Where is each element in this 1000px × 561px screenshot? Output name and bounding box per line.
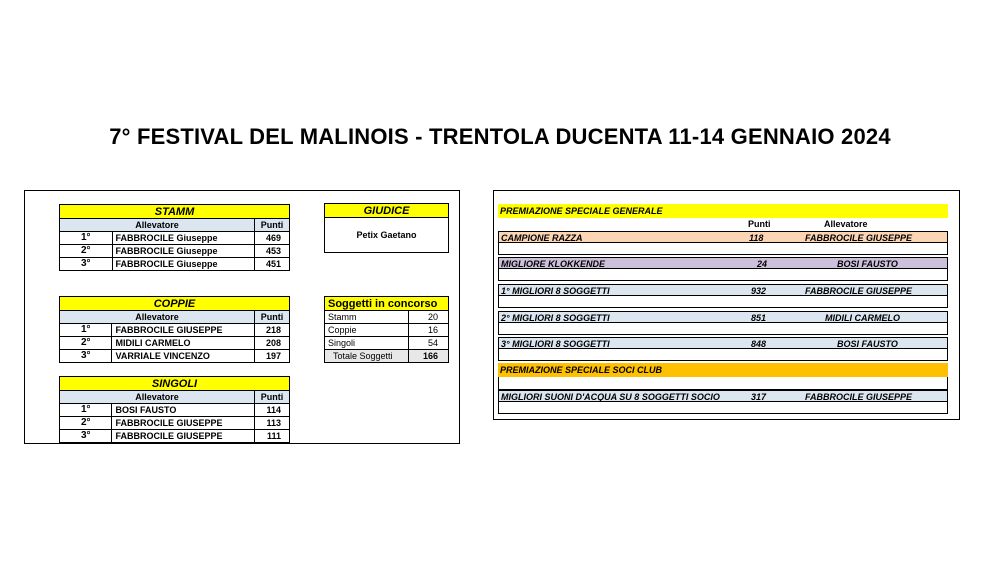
award-winner: FABBROCILE GIUSEPPE bbox=[805, 286, 913, 296]
table-row bbox=[60, 430, 290, 443]
generale-header bbox=[498, 204, 948, 218]
points: 111 bbox=[255, 430, 290, 443]
table-row bbox=[325, 337, 449, 350]
spacer-row bbox=[498, 323, 948, 335]
spacer-row bbox=[498, 349, 948, 361]
spacer-row bbox=[498, 377, 948, 390]
category-count: 54 bbox=[409, 337, 449, 350]
category-label: Stamm bbox=[325, 311, 409, 324]
position: 3° bbox=[60, 258, 113, 271]
award-points: 851 bbox=[751, 313, 767, 323]
position: 1° bbox=[60, 324, 112, 337]
award-winner: MIDILI CARMELO bbox=[825, 313, 900, 323]
breeder-name: FABBROCILE GIUSEPPE bbox=[112, 417, 255, 430]
allevatore-header: Allevatore bbox=[60, 311, 255, 324]
spacer-row bbox=[498, 296, 948, 308]
singoli-table bbox=[59, 376, 290, 443]
category-count: 16 bbox=[409, 324, 449, 337]
points: 469 bbox=[255, 232, 290, 245]
award-winner: FABBROCILE GIUSEPPE bbox=[805, 392, 913, 402]
breeder-name: BOSI FAUSTO bbox=[112, 404, 255, 417]
award-points: 932 bbox=[751, 286, 767, 296]
stamm-table bbox=[59, 204, 290, 271]
total-count: 166 bbox=[409, 350, 449, 363]
points: 218 bbox=[255, 324, 290, 337]
punti-header: Punti bbox=[748, 219, 771, 229]
award-winner: BOSI FAUSTO bbox=[837, 259, 898, 269]
spacer-row bbox=[498, 243, 948, 255]
allevatore-header: Allevatore bbox=[60, 391, 255, 404]
breeder-name: FABBROCILE Giuseppe bbox=[112, 258, 255, 271]
award-label: MIGLIORI SUONI D'ACQUA SU 8 SOGGETTI SOCIO bbox=[501, 392, 720, 402]
generale-title: PREMIAZIONE SPECIALE GENERALE bbox=[500, 206, 663, 216]
table-row bbox=[325, 311, 449, 324]
award-row-migliori-2 bbox=[498, 311, 948, 323]
judge-name: Petix Gaetano bbox=[325, 218, 449, 253]
points: 197 bbox=[255, 350, 290, 363]
punti-header: Punti bbox=[255, 391, 290, 404]
points: 453 bbox=[255, 245, 290, 258]
award-row-klokkende bbox=[498, 257, 948, 269]
spacer-row bbox=[498, 402, 948, 414]
position: 1° bbox=[60, 232, 113, 245]
position: 2° bbox=[60, 245, 113, 258]
table-row bbox=[60, 350, 290, 363]
award-points: 848 bbox=[751, 339, 767, 349]
singoli-title: SINGOLI bbox=[60, 377, 290, 391]
points: 208 bbox=[255, 337, 290, 350]
table-row bbox=[60, 404, 290, 417]
table-row bbox=[60, 337, 290, 350]
allevatore-header: Allevatore bbox=[824, 219, 868, 229]
breeder-name: FABBROCILE Giuseppe bbox=[112, 245, 255, 258]
breeder-name: FABBROCILE Giuseppe bbox=[112, 232, 255, 245]
table-row bbox=[60, 232, 290, 245]
award-row-campione bbox=[498, 231, 948, 243]
table-row bbox=[325, 324, 449, 337]
allevatore-header: Allevatore bbox=[60, 219, 255, 232]
award-label: CAMPIONE RAZZA bbox=[501, 233, 583, 243]
table-row bbox=[60, 324, 290, 337]
position: 3° bbox=[60, 350, 112, 363]
total-row bbox=[325, 350, 449, 363]
category-label: Singoli bbox=[325, 337, 409, 350]
coppie-title: COPPIE bbox=[60, 297, 290, 311]
soggetti-title: Soggetti in concorso bbox=[325, 297, 449, 311]
giudice-table bbox=[324, 203, 449, 253]
soggetti-table bbox=[324, 296, 449, 363]
award-winner: BOSI FAUSTO bbox=[837, 339, 898, 349]
position: 2° bbox=[60, 417, 112, 430]
award-label: 3° MIGLIORI 8 SOGGETTI bbox=[501, 339, 610, 349]
spacer-row bbox=[498, 269, 948, 281]
award-points: 118 bbox=[749, 233, 764, 243]
points: 113 bbox=[255, 417, 290, 430]
position: 1° bbox=[60, 404, 112, 417]
category-count: 20 bbox=[409, 311, 449, 324]
position: 3° bbox=[60, 430, 112, 443]
position: 2° bbox=[60, 337, 112, 350]
points: 114 bbox=[255, 404, 290, 417]
award-row-migliori-3 bbox=[498, 337, 948, 349]
award-points: 317 bbox=[751, 392, 767, 402]
award-row-soci bbox=[498, 390, 948, 402]
soci-header bbox=[498, 363, 948, 377]
punti-header: Punti bbox=[255, 311, 290, 324]
category-label: Coppie bbox=[325, 324, 409, 337]
table-row bbox=[60, 245, 290, 258]
award-label: 1° MIGLIORI 8 SOGGETTI bbox=[501, 286, 610, 296]
award-label: 2° MIGLIORI 8 SOGGETTI bbox=[501, 313, 610, 323]
awards-column-headers bbox=[498, 218, 948, 230]
table-row bbox=[60, 417, 290, 430]
award-label: MIGLIORE KLOKKENDE bbox=[501, 259, 606, 269]
breeder-name: MIDILI CARMELO bbox=[112, 337, 255, 350]
award-row-migliori-1 bbox=[498, 284, 948, 296]
punti-header: Punti bbox=[255, 219, 290, 232]
page-title: 7° FESTIVAL DEL MALINOIS - TRENTOLA DUCENTA 11-14 GENNAIO 2024 bbox=[109, 124, 891, 149]
breeder-name: FABBROCILE GIUSEPPE bbox=[112, 324, 255, 337]
soci-title: PREMIAZIONE SPECIALE SOCI CLUB bbox=[500, 365, 663, 375]
points: 451 bbox=[255, 258, 290, 271]
breeder-name: VARRIALE VINCENZO bbox=[112, 350, 255, 363]
total-label: Totale Soggetti bbox=[325, 350, 409, 363]
award-points: 24 bbox=[757, 259, 768, 269]
giudice-title: GIUDICE bbox=[325, 204, 449, 218]
coppie-table bbox=[59, 296, 290, 363]
award-winner: FABBROCILE GIUSEPPE bbox=[805, 233, 913, 243]
table-row bbox=[60, 258, 290, 271]
stamm-title: STAMM bbox=[60, 205, 290, 219]
breeder-name: FABBROCILE GIUSEPPE bbox=[112, 430, 255, 443]
